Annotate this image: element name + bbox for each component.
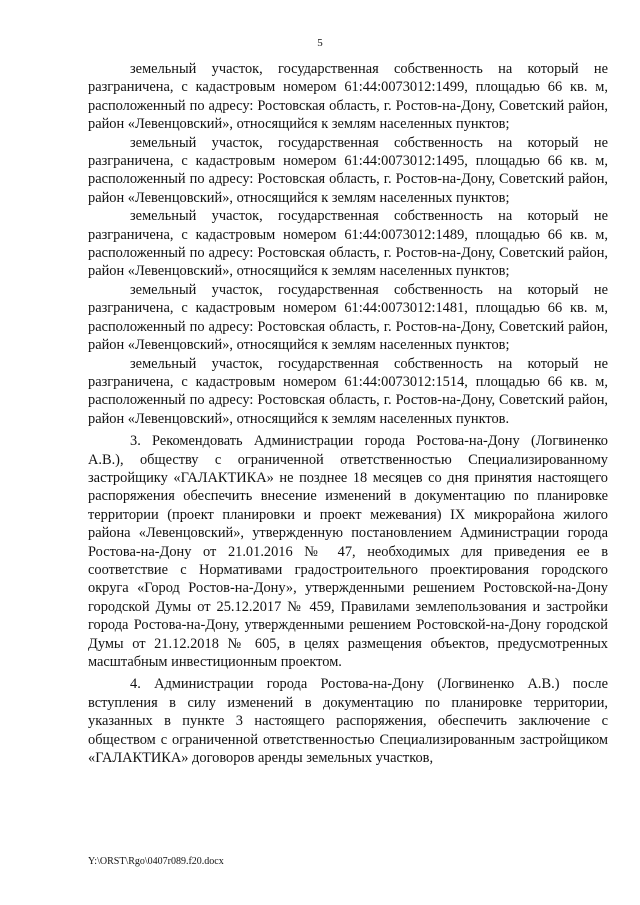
page-number: 5 bbox=[317, 37, 323, 49]
paragraph-land-plot-1514: земельный участок, государственная собственность на который не разграничена, с кадастровым номером 61:44:0073012:1514, площадью 66 кв. м, расположенный по адресу: Ростовская область, г. Ростов-на-Дону, Советский район, район «Левенцовский», относящийся к землям населенных пунктов. bbox=[88, 355, 608, 427]
paragraph-land-plot-1495: земельный участок, государственная собственность на который не разграничена, с кадастровым номером 61:44:0073012:1495, площадью 66 кв. м, расположенный по адресу: Ростовская область, г. Ростов-на-Дону, Советский район, район «Левенцовский», относящийся к землям населенных пунктов; bbox=[88, 134, 608, 206]
paragraph-land-plot-1481: земельный участок, государственная собственность на который не разграничена, с кадастровым номером 61:44:0073012:1481, площадью 66 кв. м, расположенный по адресу: Ростовская область, г. Ростов-на-Дону, Советский район, район «Левенцовский», относящийся к землям населенных пунктов; bbox=[88, 281, 608, 354]
paragraph-item-4: 4. Администрации города Ростова-на-Дону (Логвиненко А.В.) после вступления в силу изменений в документацию по планировке территории, указанных в пункте 3 настоящего распоряжения, обеспечить заключение с обществом с ограниченной ответственностью Специализированным застройщиком «ГАЛАКТИКА» договоров аренды земельных участков, bbox=[88, 676, 608, 767]
paragraph-item-3: 3. Рекомендовать Администрации города Ростова-на-Дону (Логвиненко А.В.), обществу с ограниченной ответственностью Специализированному застройщику «ГАЛАКТИКА» не позднее 18 месяцев со дня принятия настоящего распоряжения обеспечить внесение изменений в документацию по планировке территории (проект планировки и проект межевания) IX микрорайона жилого района «Левенцовский», утвержденную постановлением Администрации города Ростова-на-Дону от 21.01.2016 № 47, необходимых для приведения ее в соответствие с Нормативами градостроительного проектирования городского округа «Город Ростов-на-Дону», утвержденными решением Ростовской-на-Дону городской Думы от 25.12.2017 № 459, Правилами землепользования и застройки города Ростова-на-Дону, утвержденными решением Ростовской-на-Дону городской Думы от 21.12.2018 № 605, в целях размещения объектов, предусмотренных масштабным инвестиционным проектом. bbox=[88, 433, 608, 670]
document-body bbox=[88, 60, 608, 767]
paragraph-land-plot-1499: земельный участок, государственная собственность на который не разграничена, с кадастровым номером 61:44:0073012:1499, площадью 66 кв. м, расположенный по адресу: Ростовская область, г. Ростов-на-Дону, Советский район, район «Левенцовский», относящийся к землям населенных пунктов; bbox=[88, 61, 608, 133]
file-path-footer: Y:\ORST\Rgo\0407r089.f20.docx bbox=[88, 856, 224, 867]
paragraph-land-plot-1489: земельный участок, государственная собственность на который не разграничена, с кадастровым номером 61:44:0073012:1489, площадью 66 кв. м, расположенный по адресу: Ростовская область, г. Ростов-на-Дону, Советский район, район «Левенцовский», относящийся к землям населенных пунктов; bbox=[88, 208, 608, 280]
